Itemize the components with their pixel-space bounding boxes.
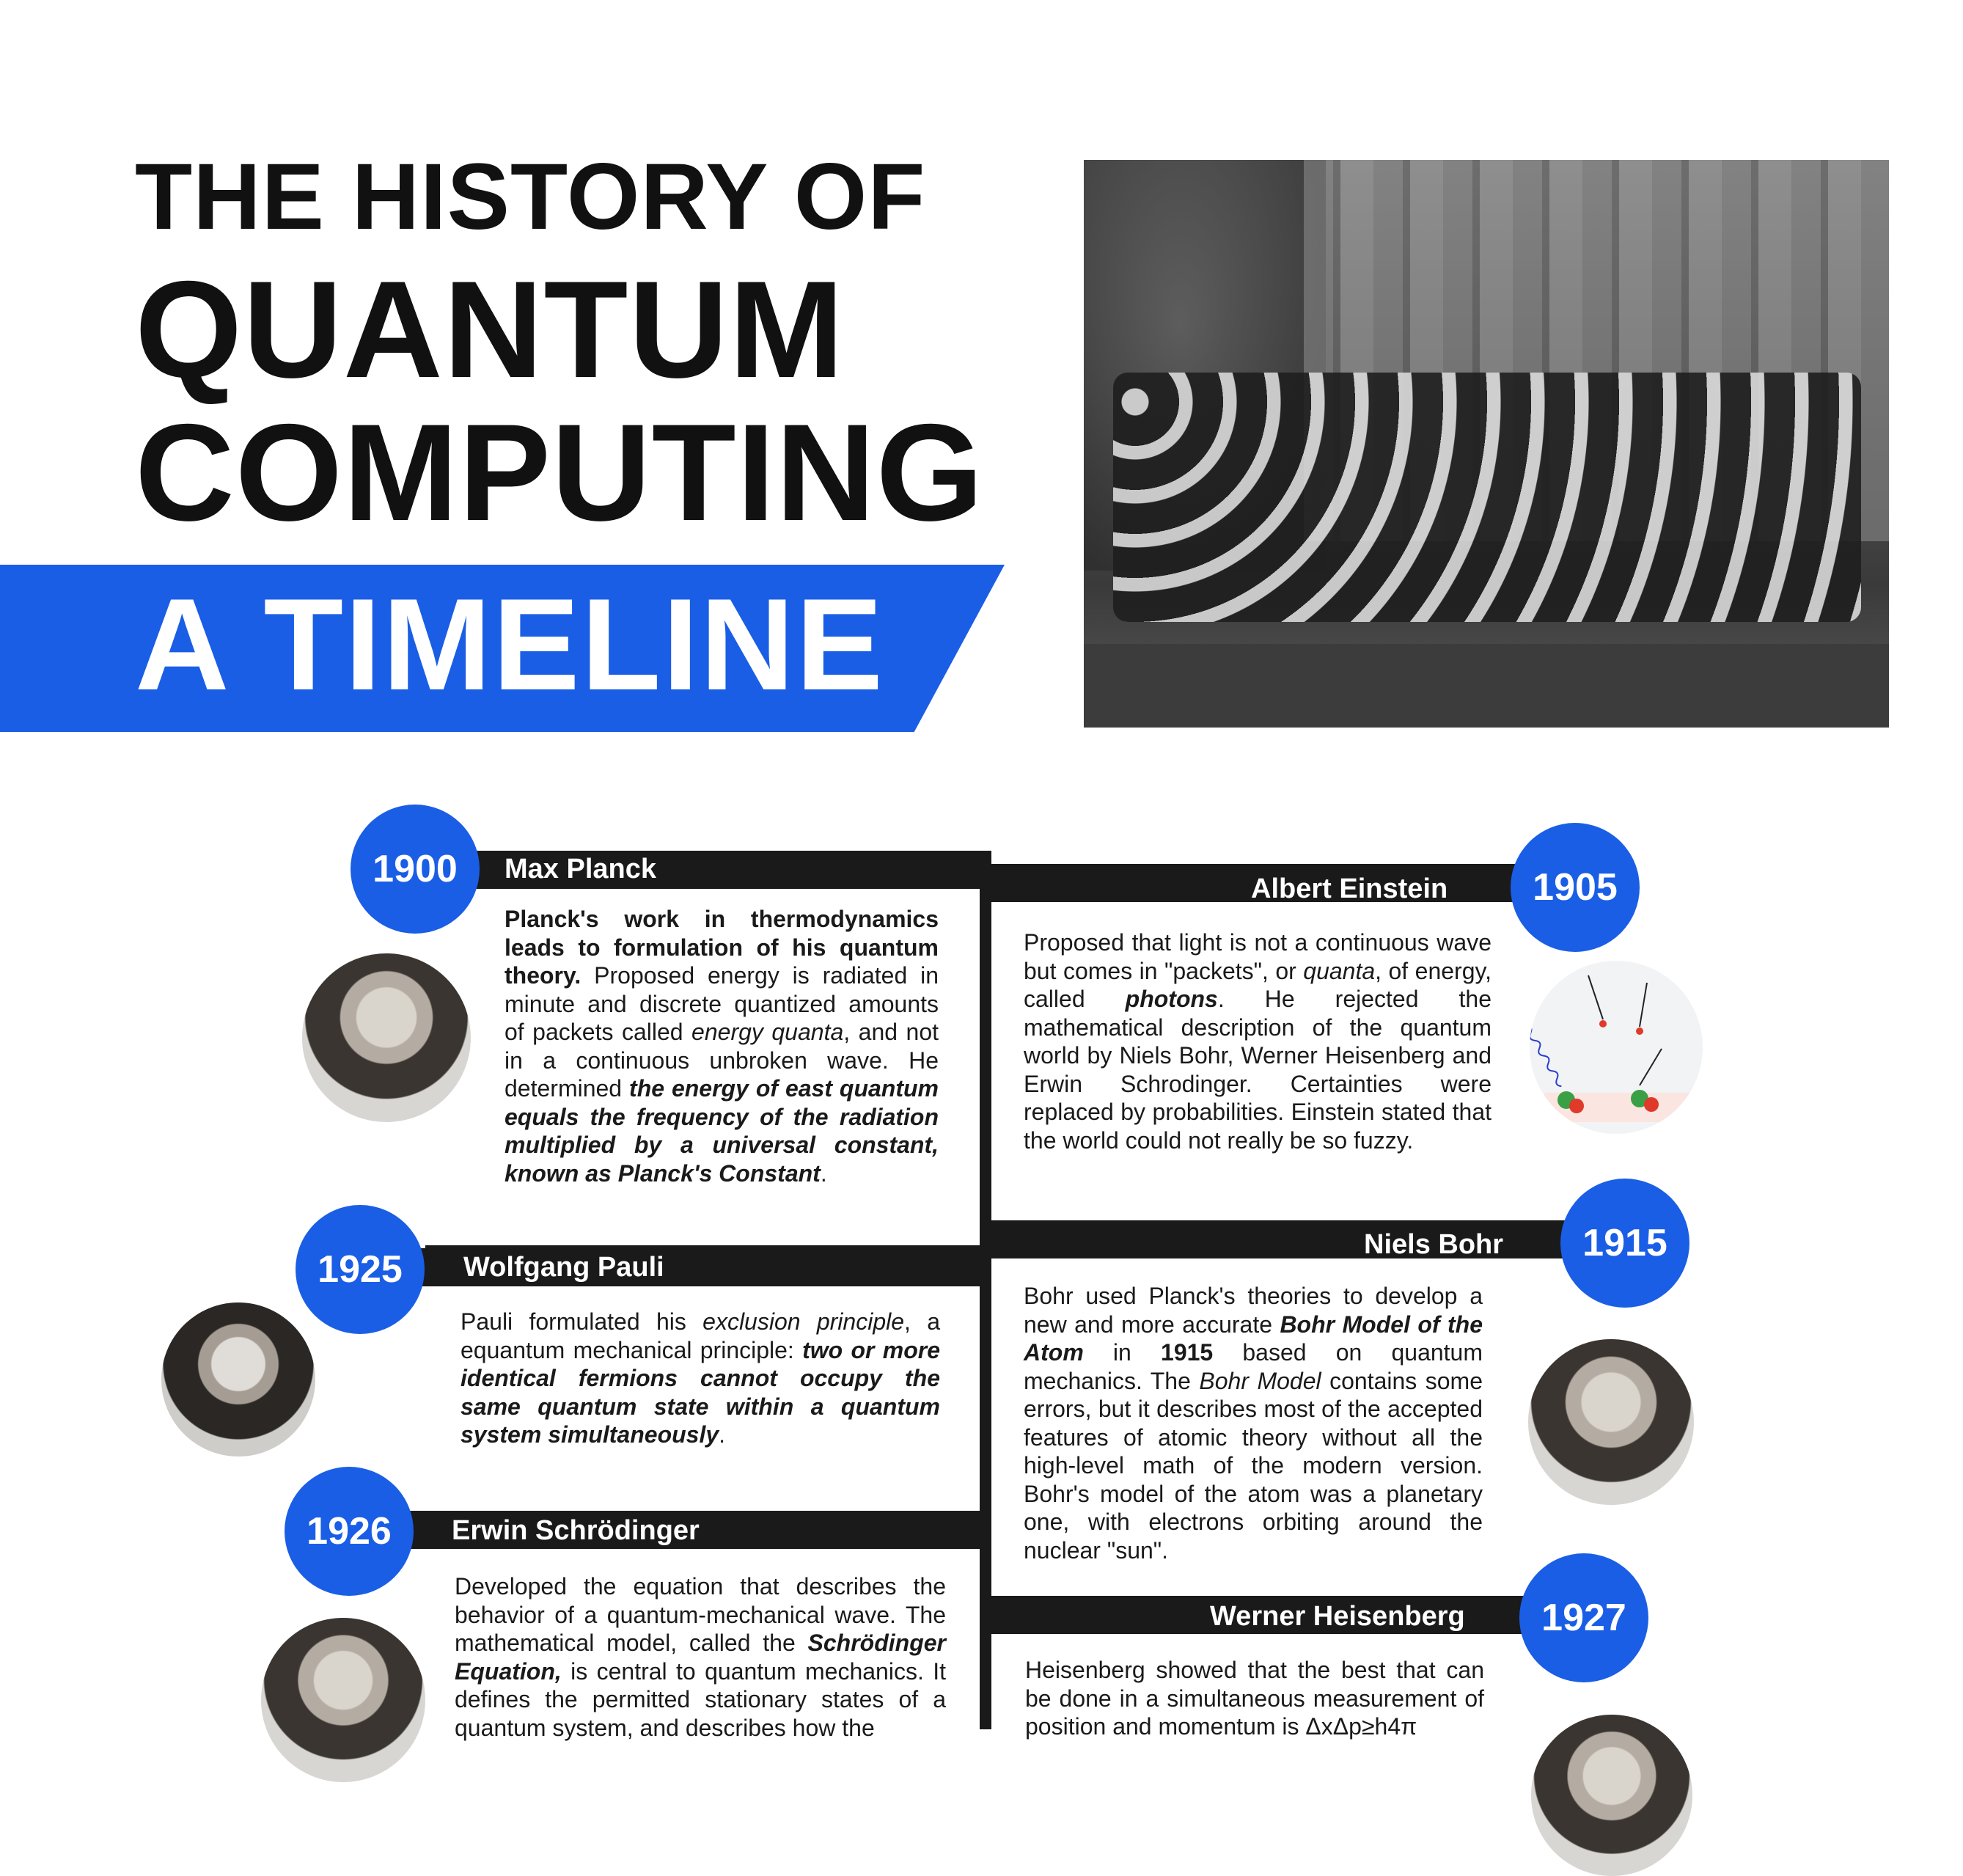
bohr-name: Niels Bohr: [1364, 1229, 1504, 1260]
year-badge-1926: 1926: [285, 1467, 414, 1596]
photo-ground: [1084, 644, 1889, 728]
title-line-3: COMPUTING: [135, 395, 984, 549]
year-badge-1915: 1915: [1560, 1179, 1689, 1308]
planck-left-rule: [980, 851, 984, 1195]
pauli-portrait: [161, 1302, 315, 1457]
subtitle-banner-text: A TIMELINE: [135, 571, 885, 717]
pauli-description: Pauli formulated his exclusion principle, a equantum mechanical principle: two or more identical fermions cannot occupy the same quantum state within a quantum system simultaneously.: [461, 1308, 940, 1448]
planck-name: Max Planck: [504, 854, 656, 884]
schrodinger-portrait: [261, 1618, 425, 1782]
bohr-portrait: [1528, 1339, 1694, 1505]
year-badge-1925: 1925: [296, 1205, 425, 1334]
planck-portrait: [302, 953, 471, 1122]
heisenberg-description: Heisenberg showed that the best that can be done in a simultaneous measurement of position and momentum is ΔxΔp≥h4π: [1025, 1657, 1484, 1740]
year-badge-1927: 1927: [1519, 1553, 1648, 1682]
year-badge-1900: 1900: [351, 805, 480, 934]
group-photo: [1084, 160, 1889, 728]
schrodinger-description: Developed the equation that describes the behavior of a quantum-mechanical wave. The mathematical model, called the Schrödinger Equation, is central to quantum mechanics. It defines the permitted stationary states of a quantum system, and describes how the: [455, 1573, 946, 1741]
pauli-name: Wolfgang Pauli: [463, 1252, 664, 1283]
heisenberg-name: Werner Heisenberg: [1210, 1601, 1465, 1632]
year-badge-1905: 1905: [1511, 823, 1640, 952]
einstein-name: Albert Einstein: [1251, 873, 1448, 904]
photon-illustration: [1530, 961, 1703, 1134]
schrodinger-name: Erwin Schrödinger: [452, 1515, 700, 1546]
heisenberg-portrait: [1531, 1715, 1692, 1876]
planck-description: Planck's work in thermodynamics leads to formulation of his quantum theory. Proposed energy is radiated in minute and discrete quantized amounts of packets called energy quanta, and not in a continuous unbroken wave. He determined the energy of east quantum equals the frequency of the radiation multiplied by a universal constant, known as Planck's Constant.: [504, 906, 939, 1187]
title-line-1: THE HISTORY OF: [135, 144, 926, 249]
title-line-2: QUANTUM: [135, 252, 845, 406]
photo-people: [1113, 373, 1861, 622]
einstein-description: Proposed that light is not a continuous wave but comes in "packets", or quanta, of energy, called photons. He rejected the mathematical description of the quantum world by Niels Bohr, Werner Heisenberg and Erwin Schrodinger. Certainties were replaced by probabilities. Einstein stated that the world could not really be so fuzzy.: [1024, 929, 1492, 1154]
bohr-description: Bohr used Planck's theories to develop a new and more accurate Bohr Model of the Atom in 1915 based on quantum mechanics. The Bohr Model contains some errors, but it describes most of the accepted features of atomic theory without all the high-level math of the modern version. Bohr's model of the atom was a planetary one, with electrons orbiting around the nuclear "sun".: [1024, 1283, 1483, 1564]
